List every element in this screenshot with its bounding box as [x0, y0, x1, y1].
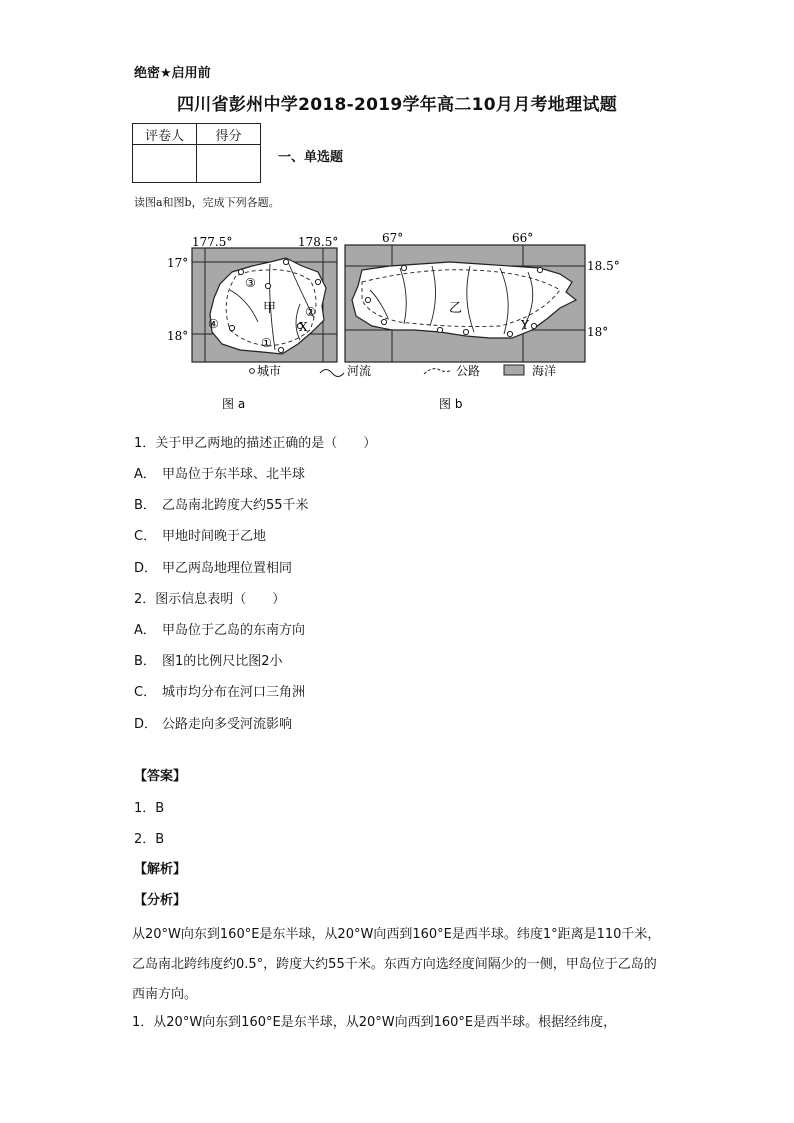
map-b-island-label: 乙 — [449, 301, 463, 316]
secret-mark: 绝密★启用前 — [134, 66, 211, 81]
map-b-lon-right: 66° — [512, 231, 534, 245]
question-1-stem: 1．关于甲乙两地的描述正确的是（ ） — [134, 436, 377, 451]
option-text: 甲岛位于乙岛的东南方向 — [162, 623, 306, 638]
figure-maps — [0, 0, 794, 420]
option-text: 城市均分布在河口三角洲 — [162, 685, 306, 700]
explanation-heading: 【解析】 — [134, 862, 187, 877]
option-text: 甲地时间晚于乙地 — [162, 529, 267, 544]
legend-city-label: 城市 — [257, 364, 282, 378]
option-label: A． — [134, 467, 156, 482]
map-a-lon-left: 177.5° — [192, 235, 233, 249]
option-label: D． — [134, 561, 158, 576]
question-2-option-a[interactable] — [134, 619, 305, 638]
option-text: 乙岛南北跨度大约55千米 — [162, 498, 309, 513]
option-label: C． — [134, 529, 157, 544]
caption-a: 图 a — [222, 397, 246, 411]
legend-ocean-icon — [504, 365, 524, 375]
legend-road-label: 公路 — [456, 364, 481, 378]
score-table-score-header: 得分 — [197, 124, 261, 145]
question-2-option-c[interactable] — [134, 681, 305, 700]
legend-city-icon — [250, 369, 255, 374]
legend-road-icon — [424, 369, 452, 374]
analysis-paragraph: 从20°W向东到160°E是东半球，从20°W向西到160°E是西半球。纬度1°距离是110千米，乙岛南北跨纬度约0.5°，跨度大约55千米。东西方向选经度间隔少的一侧，甲岛位于乙岛的西南方向。 — [132, 927, 661, 1002]
map-a-mark-3: ③ — [245, 276, 256, 290]
legend-river-label: 河流 — [347, 364, 372, 378]
map-b-lon-left: 67° — [382, 231, 404, 245]
caption-b: 图 b — [439, 397, 463, 411]
legend-river-icon — [320, 370, 344, 377]
map-a-island-label: 甲 — [263, 301, 277, 316]
question-2-option-d[interactable] — [134, 713, 292, 732]
option-label: B． — [134, 498, 156, 513]
map-b — [345, 245, 585, 362]
score-table-grader-header: 评卷人 — [133, 124, 197, 145]
map-a-mark-4: ④ — [208, 317, 219, 331]
option-text: 公路走向多受河流影响 — [162, 717, 293, 732]
option-label: A． — [134, 623, 156, 638]
page-title: 四川省彭州中学2018-2019学年高二10月月考地理试题 — [176, 95, 618, 115]
map-b-point-y: Y — [521, 318, 529, 332]
analysis-heading: 【分析】 — [134, 893, 187, 908]
answer-item-2: 2．B — [134, 832, 165, 847]
question-2-stem: 2．图示信息表明（ ） — [134, 592, 286, 607]
map-a-lon-right: 178.5° — [298, 235, 339, 249]
map-b-lat-bottom: 18° — [587, 325, 609, 339]
question-1-option-b[interactable] — [134, 494, 309, 513]
explanation-paragraph: 1．从20°W向东到160°E是东半球，从20°W向西到160°E是西半球。根据经纬度， — [132, 1015, 617, 1030]
map-b-lat-top: 18.5° — [587, 259, 620, 273]
option-text: 甲乙两岛地理位置相同 — [162, 561, 293, 576]
instruction-text: 读图a和图b，完成下列各题。 — [134, 196, 280, 209]
option-text: 图1的比例尺比图2小 — [162, 654, 283, 669]
option-label: B． — [134, 654, 156, 669]
map-a-lat-bottom: 18° — [167, 329, 189, 343]
answer-heading: 【答案】 — [134, 769, 187, 784]
option-label: D． — [134, 717, 158, 732]
option-text: 甲岛位于东半球、北半球 — [162, 467, 306, 482]
question-2-option-b[interactable] — [134, 650, 283, 669]
answer-item-1: 1．B — [134, 801, 165, 816]
legend — [250, 365, 524, 377]
question-1-option-a[interactable] — [134, 463, 305, 482]
map-a-mark-2: ② — [305, 305, 316, 319]
question-1-option-d[interactable] — [134, 557, 292, 576]
option-label: C． — [134, 685, 157, 700]
question-1-option-c[interactable] — [134, 525, 266, 544]
section-heading: 一、单选题 — [278, 150, 344, 165]
map-a-lat-top: 17° — [167, 256, 189, 270]
map-a-point-x: X — [299, 320, 308, 334]
map-a-mark-1: ① — [261, 336, 272, 350]
legend-ocean-label: 海洋 — [532, 364, 557, 378]
